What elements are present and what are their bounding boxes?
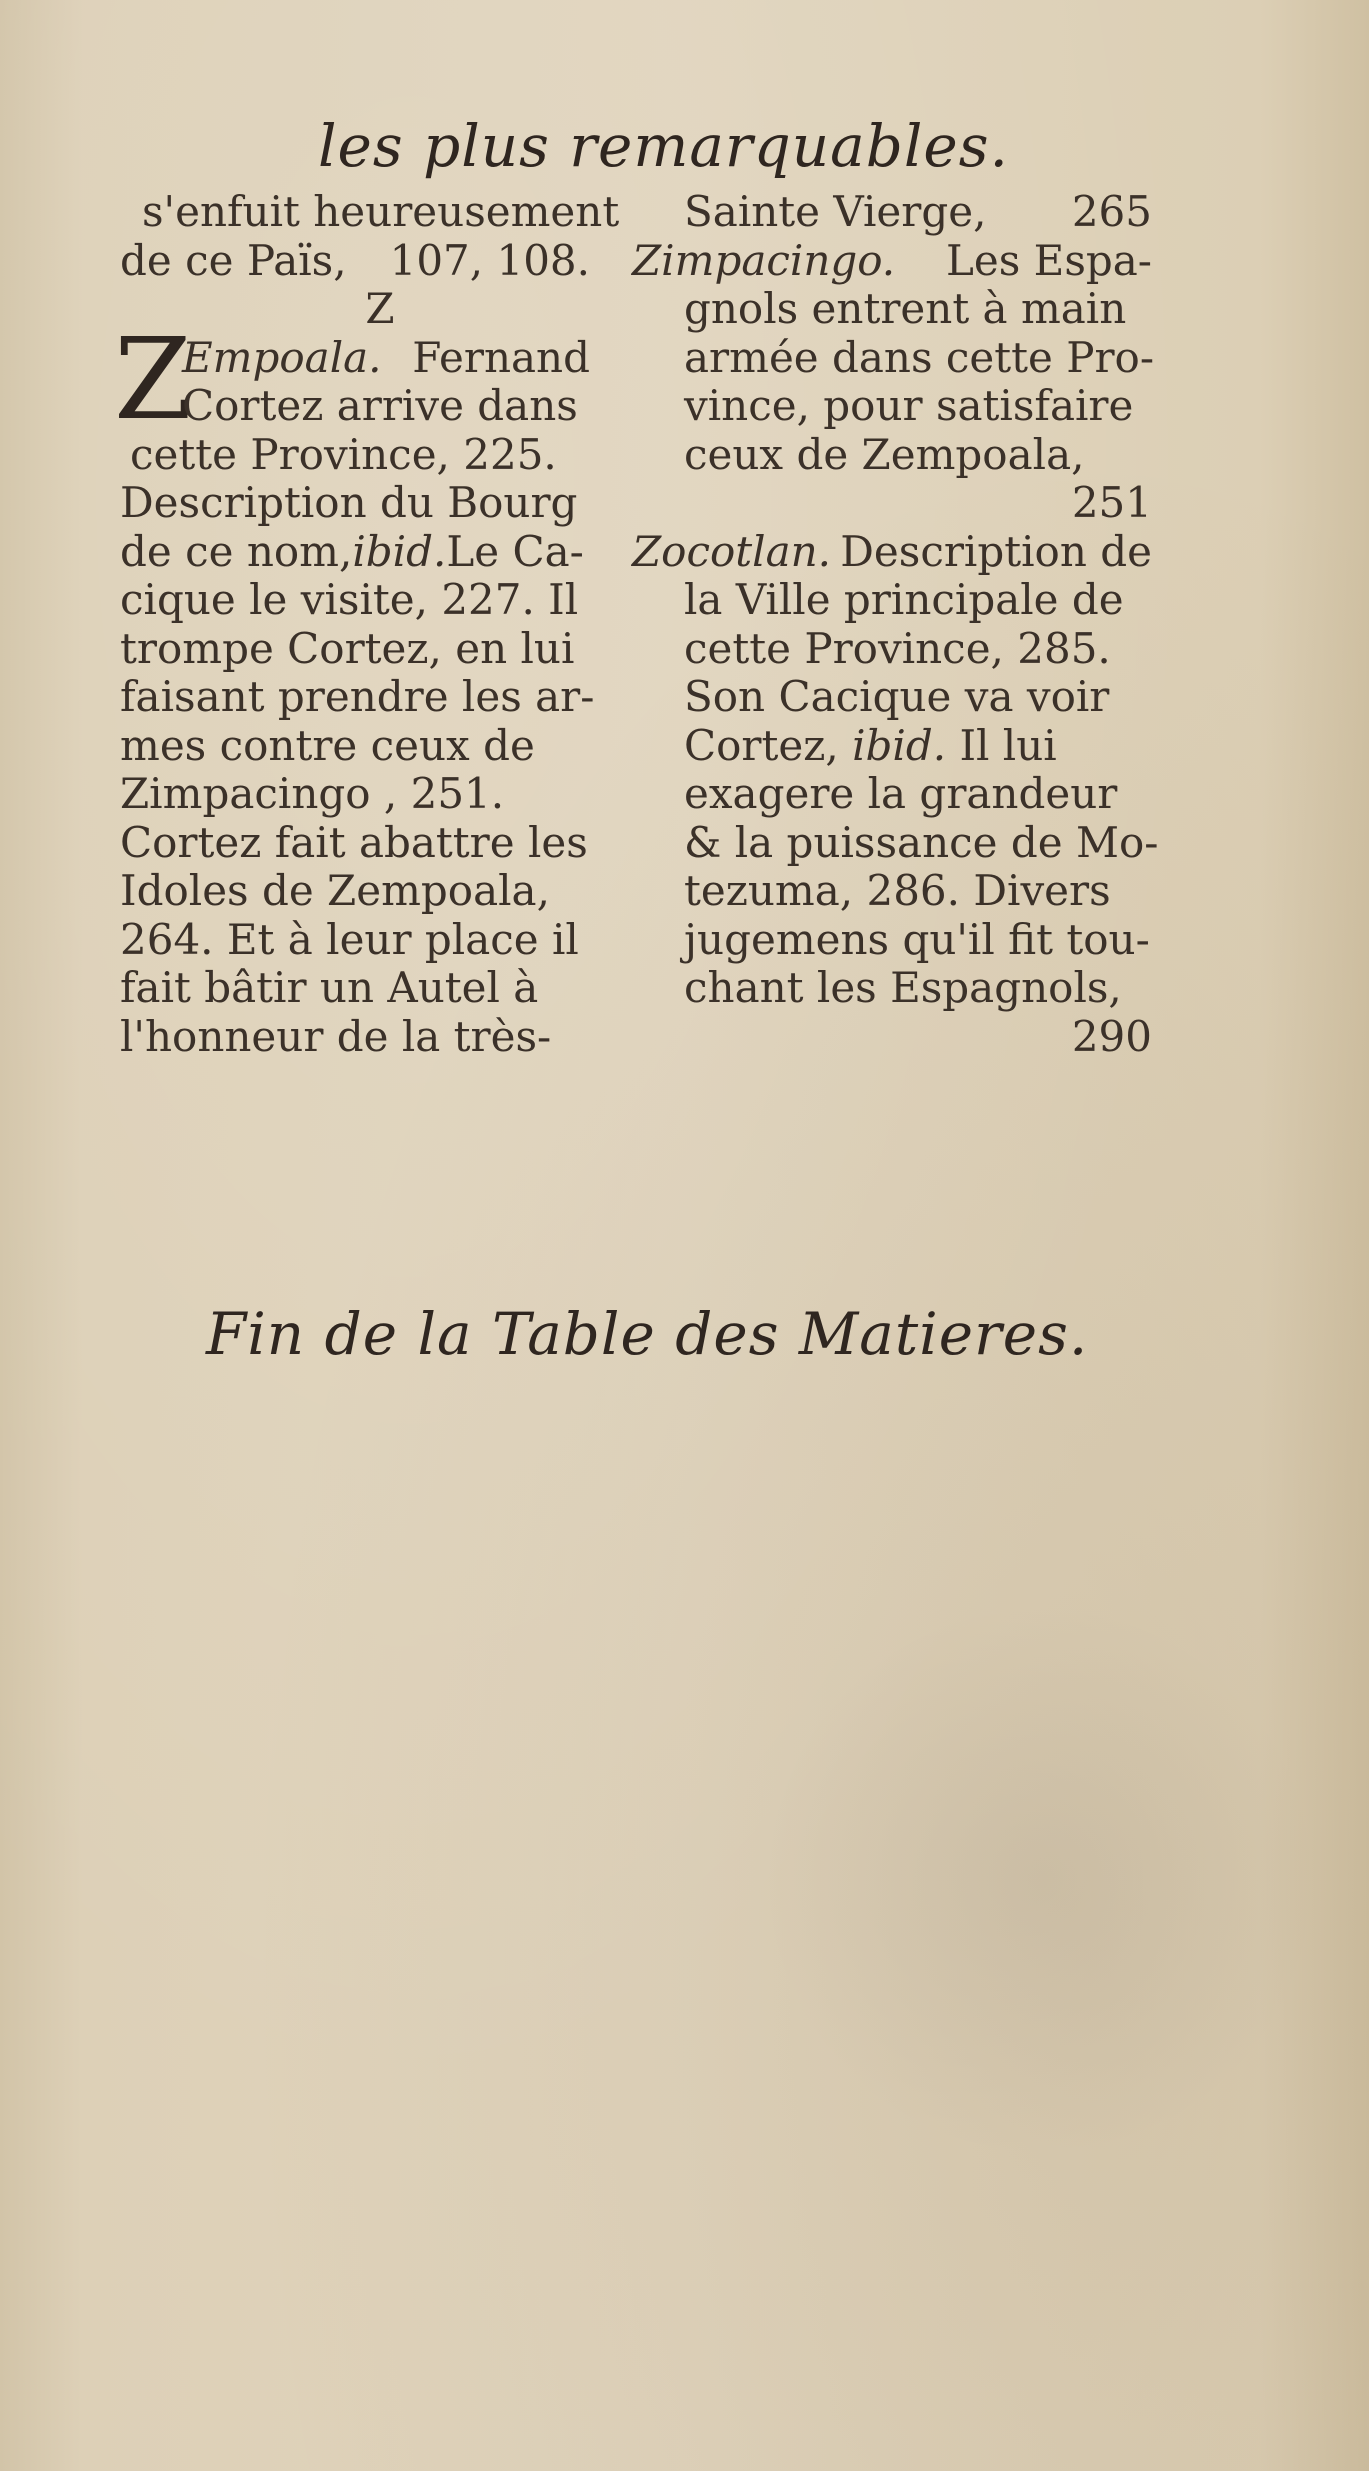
entry-line: jugemens qu'il fit tou- xyxy=(684,914,1150,964)
entry-text: Cortez, xyxy=(684,720,839,770)
left-column xyxy=(114,187,620,1061)
entry-text: Description de xyxy=(840,526,1152,576)
running-head: les plus remarquables. xyxy=(318,112,1009,180)
entry-text: de ce Païs, xyxy=(120,235,347,285)
entry-text: Il lui xyxy=(959,720,1057,770)
entry-line: 264. Et à leur place il xyxy=(120,914,579,964)
entry-line: s'enfuit heureusement xyxy=(142,187,620,236)
entry-line xyxy=(632,722,1152,771)
entry-text: Sainte Vierge, xyxy=(684,187,987,236)
entry-line: fait bâtir un Autel à xyxy=(120,963,539,1012)
entry-line: armée dans cette Pro- xyxy=(684,332,1155,382)
entry-line: cette Province, 225. xyxy=(130,429,557,479)
entry-line: Zimpacingo , 251. xyxy=(120,769,505,818)
entry-headword: Zimpacingo. xyxy=(632,235,896,285)
entry-line xyxy=(120,237,590,286)
entry-line: Cortez fait abattre les xyxy=(120,817,588,867)
page-reference: 251 xyxy=(1071,478,1152,527)
entry-line xyxy=(120,528,590,577)
entry-line xyxy=(632,188,1152,237)
entry-line: Cortez arrive dans xyxy=(182,381,578,430)
entry-line: & la puissance de Mo- xyxy=(684,817,1159,867)
entry-line: faisant prendre les ar- xyxy=(120,672,595,721)
entry-line: trompe Cortez, en lui xyxy=(120,623,575,673)
entry-zempoala-head xyxy=(114,314,590,445)
entry-headword: Empoala. xyxy=(182,332,382,382)
entry-line: Description du Bourg xyxy=(120,478,578,527)
entry-line: Idoles de Zempoala, xyxy=(120,866,550,915)
entry-line: l'honneur de la très- xyxy=(120,1011,552,1061)
entry-text: Le Ca- xyxy=(446,526,584,576)
section-letter: Z xyxy=(365,284,395,333)
entry-line: ceux de Zempoala, xyxy=(684,429,1085,479)
entry-line: Son Cacique va voir xyxy=(684,672,1110,721)
entry-line: exagere la grandeur xyxy=(684,769,1118,818)
page-reference: 290 xyxy=(1071,1011,1152,1061)
entry-text: Fernand xyxy=(412,332,590,382)
entry-line: chant les Espagnols, xyxy=(684,963,1122,1012)
entry-line: cique le visite, 227. Il xyxy=(120,575,579,624)
right-column xyxy=(632,187,1159,1061)
entry-line: cette Province, 285. xyxy=(684,623,1111,673)
ibid-reference: ibid. xyxy=(852,720,947,770)
page-reference: 265 xyxy=(1071,187,1152,236)
entry-line xyxy=(632,528,1152,577)
ibid-reference: ibid. xyxy=(352,526,447,576)
entry-line: gnols entrent à main xyxy=(684,284,1127,333)
end-of-table-caption: Fin de la Table des Matieres. xyxy=(206,1300,1089,1368)
entry-text: de ce nom, xyxy=(120,526,353,576)
entry-headword: Zocotlan. xyxy=(632,526,832,576)
entry-text: Les Espa- xyxy=(946,235,1152,285)
entry-line xyxy=(182,334,590,383)
entry-line xyxy=(632,237,1152,286)
entry-line: mes contre ceux de xyxy=(120,720,535,770)
entry-line: vince, pour satisfaire xyxy=(684,381,1134,430)
entry-line: tezuma, 286. Divers xyxy=(684,866,1111,915)
page-reference: 107, 108. xyxy=(389,235,590,285)
bleed-through-shadow xyxy=(760,1600,1320,2160)
entry-line: la Ville principale de xyxy=(684,575,1124,624)
drop-cap: Z xyxy=(114,314,192,445)
